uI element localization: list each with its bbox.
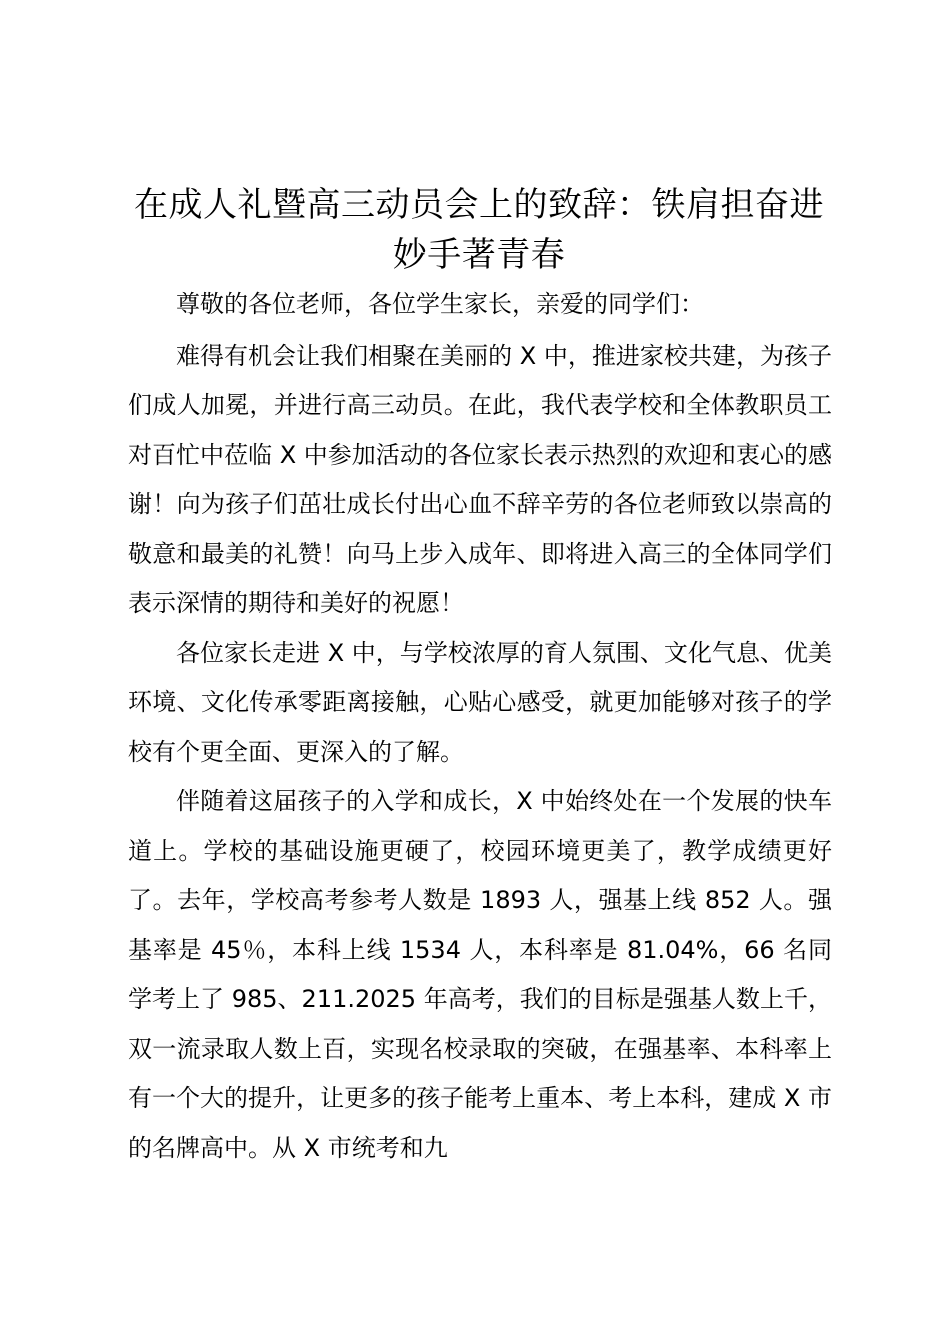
title-line-1: 在成人礼暨高三动员会上的致辞：铁肩担奋进 [134,185,824,225]
document-body [128,280,832,1173]
salutation: 尊敬的各位老师，各位学生家长，亲爱的同学们： [176,290,704,318]
document-title [120,180,838,280]
paragraph-3: 伴随着这届孩子的入学和成长，X 中始终处在一个发展的快车道上。学校的基础设施更硬了，校园环境更美了，教学成绩更好了。去年，学校高考参考人数是 1893 人，强基上线 852 人。强基率是 45％，本科上线 1534 人，本科率是 81.04%，66 名同学考上了 985、211.2025 年高考，我们的目标是强基人数上千，双一流录取人数上百，实现名校录取的突破，在强基率、本科率上有一个大的提升，让更多的孩子能考上重本、考上本科，建成 X 市的名牌高中。从 X 市统考和九 [128,787,832,1162]
title-line-2: 妙手著青春 [392,235,566,275]
paragraph-1: 难得有机会让我们相聚在美丽的 X 中，推进家校共建，为孩子们成人加冕，并进行高三动员。在此，我代表学校和全体教职员工对百忙中莅临 X 中参加活动的各位家长表示热烈的欢迎和衷心的感谢！向为孩子们茁壮成长付出心血不辞辛劳的各位老师致以崇高的敬意和最美的礼赞！向马上步入成年、即将进入高三的全体同学们表示深情的期待和美好的祝愿！ [128,341,832,617]
paragraph-2: 各位家长走进 X 中，与学校浓厚的育人氛围、文化气息、优美环境、文化传承零距离接触，心贴心感受，就更加能够对孩子的学校有个更全面、更深入的了解。 [128,638,832,766]
